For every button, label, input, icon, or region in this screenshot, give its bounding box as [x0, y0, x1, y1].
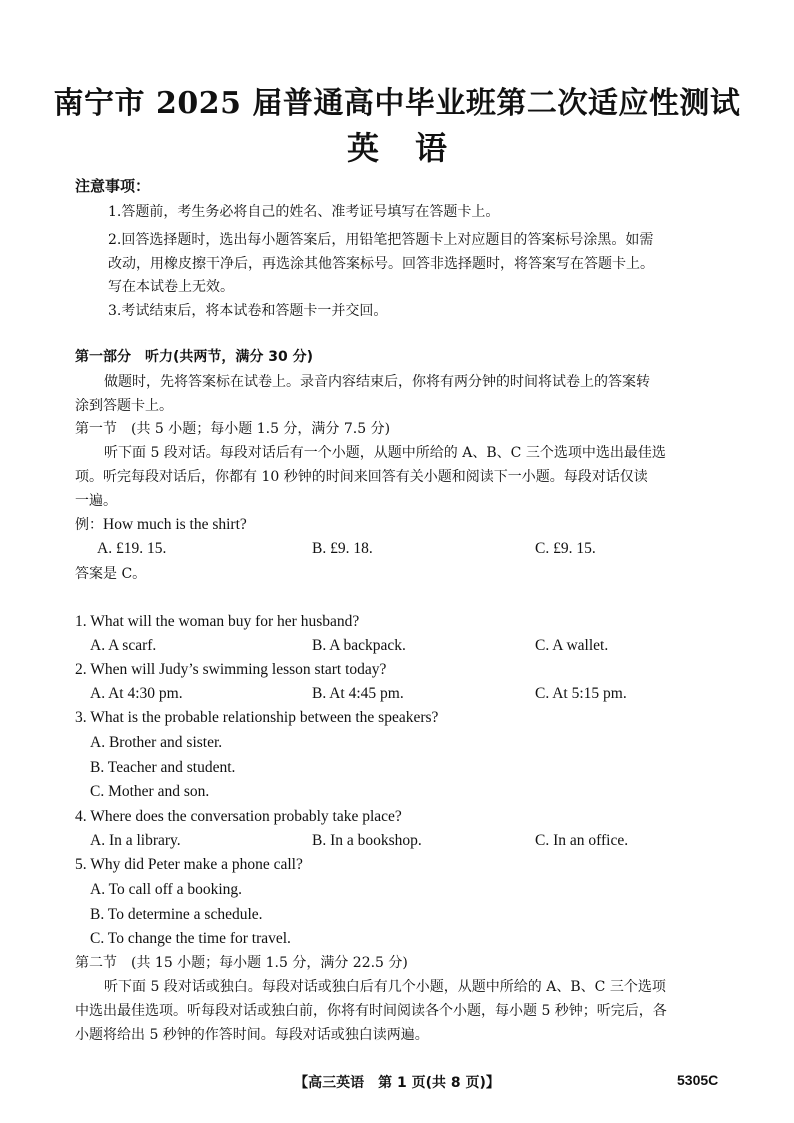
example-prefix: 例：: [75, 517, 103, 533]
section2-intro: 中选出最佳选项。听每段对话或独白前，你将有时间阅读各个小题，每小题 5 秒钟；听完后，各: [75, 1003, 667, 1019]
section1-intro: 一遍。: [75, 493, 117, 509]
q1-option-a: A. A scarf.: [90, 637, 157, 654]
exam-title: 南宁市 2025 届普通高中毕业班第二次适应性测试: [53, 86, 741, 121]
notice-item: 3.考试结束后，将本试卷和答题卡一并交回。: [108, 303, 388, 319]
notice-item: 写在本试卷上无效。: [108, 279, 234, 295]
notice-item: 1.答题前，考生务必将自己的姓名、准考证号填写在答题卡上。: [108, 204, 500, 220]
subject-title: 英语: [346, 129, 483, 167]
q4-option-c: C. In an office.: [535, 832, 629, 849]
part1-intro: 涂到答题卡上。: [75, 398, 173, 414]
section2-intro: 听下面 5 段对话或独白。每段对话或独白后有几个小题，从题中所给的 A、B、C 三个选项: [104, 979, 666, 995]
page-footer: 【高三英语 第 1 页(共 8 页)】: [294, 1075, 500, 1091]
q3-option-b: B. Teacher and student.: [90, 759, 236, 776]
q4-option-b: B. In a bookshop.: [312, 832, 422, 849]
q5-option-b: B. To determine a schedule.: [90, 906, 263, 923]
question-3: 3. What is the probable relationship between the speakers?: [75, 709, 439, 726]
q1-option-c: C. A wallet.: [535, 637, 609, 654]
part1-intro: 做题时，先将答案标在试卷上。录音内容结束后，你将有两分钟的时间将试卷上的答案转: [104, 374, 650, 390]
example-option-c: C. £9. 15.: [535, 540, 596, 557]
q3-option-c: C. Mother and son.: [90, 783, 210, 800]
question-1: 1. What will the woman buy for her husband?: [75, 613, 360, 630]
example-option-b: B. £9. 18.: [312, 540, 373, 557]
q3-option-a: A. Brother and sister.: [90, 734, 223, 751]
part1-heading: 第一部分 听力(共两节，满分 30 分): [75, 349, 314, 365]
section1-heading: 第一节 (共 5 小题；每小题 1.5 分，满分 7.5 分): [75, 421, 391, 437]
q2-option-a: A. At 4:30 pm.: [90, 685, 183, 702]
question-5: 5. Why did Peter make a phone call?: [75, 856, 303, 873]
question-4: 4. Where does the conversation probably take place?: [75, 808, 402, 825]
example-option-a: A. £19. 15.: [97, 540, 167, 557]
q5-option-a: A. To call off a booking.: [90, 881, 243, 898]
notice-item: 2.回答选择题时，选出每小题答案后，用铅笔把答题卡上对应题目的答案标号涂黑。如需: [108, 232, 654, 248]
section1-intro: 项。听完每段对话后，你都有 10 秒钟的时间来回答有关小题和阅读下一小题。每段对话仅读: [75, 469, 648, 485]
example-question: [75, 513, 247, 537]
q2-option-b: B. At 4:45 pm.: [312, 685, 404, 702]
section2-intro: 小题将给出 5 秒钟的作答时间。每段对话或独白读两遍。: [75, 1027, 429, 1043]
q2-option-c: C. At 5:15 pm.: [535, 685, 627, 702]
section2-heading: 第二节 (共 15 小题；每小题 1.5 分，满分 22.5 分): [75, 955, 408, 971]
notice-heading: 注意事项：: [75, 177, 151, 195]
section1-intro: 听下面 5 段对话。每段对话后有一个小题，从题中所给的 A、B、C 三个选项中选出最佳选: [104, 445, 666, 461]
notice-item: 改动，用橡皮擦干净后，再选涂其他答案标号。回答非选择题时，将答案写在答题卡上。: [108, 256, 654, 272]
q4-option-a: A. In a library.: [90, 832, 181, 849]
q1-option-b: B. A backpack.: [312, 637, 406, 654]
example-question-text: How much is the shirt?: [103, 516, 247, 533]
q5-option-c: C. To change the time for travel.: [90, 930, 291, 947]
exam-code: 5305C: [677, 1072, 719, 1088]
question-2: 2. When will Judy’s swimming lesson start today?: [75, 661, 387, 678]
example-answer: 答案是 C。: [75, 566, 147, 582]
